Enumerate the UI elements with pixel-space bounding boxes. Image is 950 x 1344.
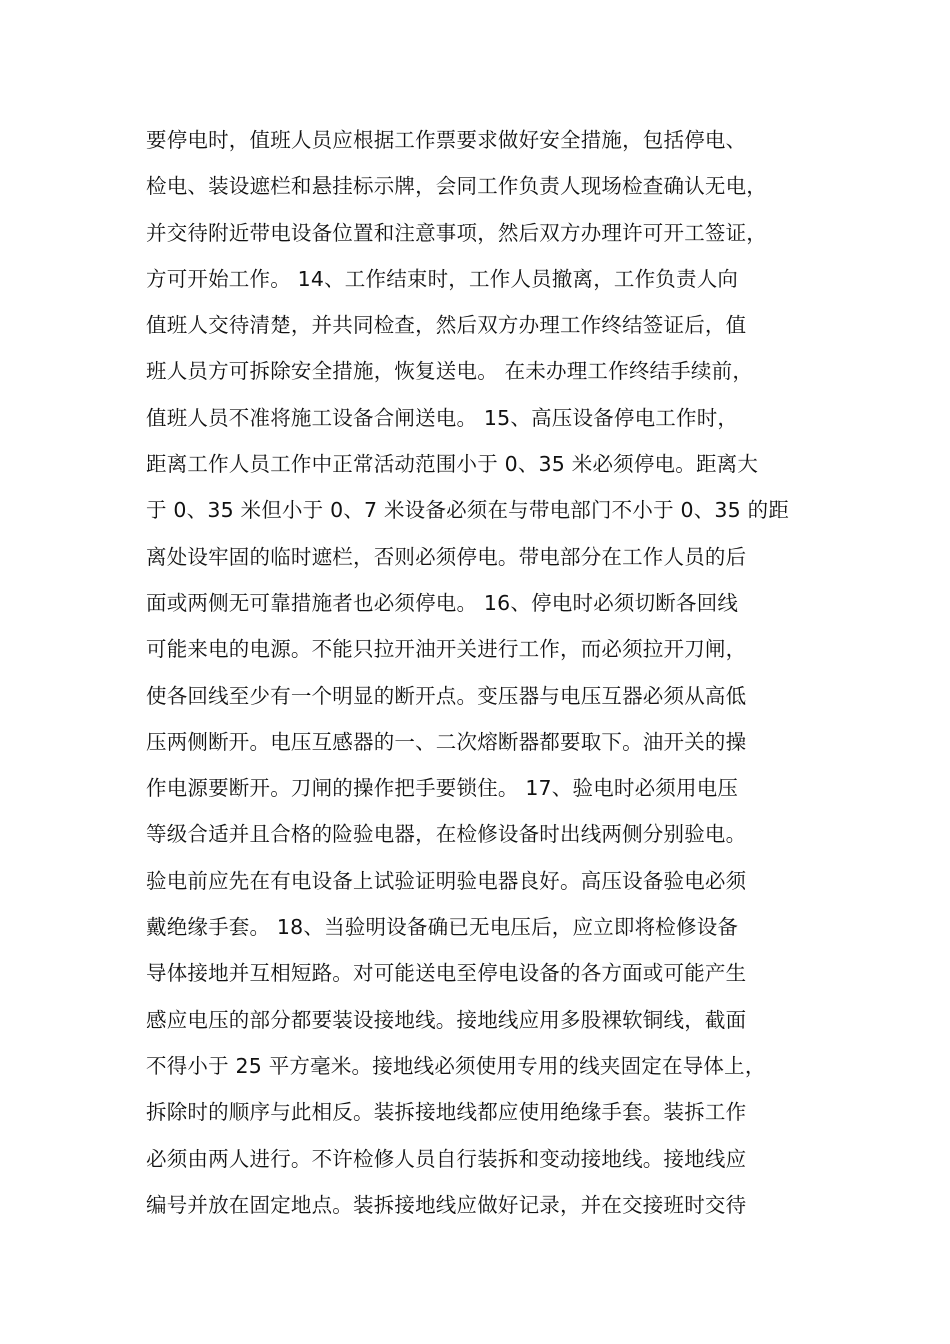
text-line: 戴绝缘手套。 18、当验明设备确已无电压后，应立即将检修设备: [146, 915, 739, 940]
text-line: 面或两侧无可靠措施者也必须停电。 16、停电时必须切断各回线: [146, 590, 739, 615]
text-line: 于 0、35 米但小于 0、7 米设备必须在与带电部门不小于 0、35 的距: [146, 498, 790, 523]
text-line: 使各回线至少有一个明显的断开点。变压器与电压互器必须从高低: [146, 683, 747, 708]
text-line: 距离工作人员工作中正常活动范围小于 0、35 米必须停电。距离大: [146, 452, 759, 477]
text-line: 验电前应先在有电设备上试验证明验电器良好。高压设备验电必须: [146, 868, 747, 893]
body-text: [146, 117, 826, 1228]
text-line: 等级合适并且合格的险验电器，在检修设备时出线两侧分别验电。: [146, 822, 747, 847]
text-line: 并交待附近带电设备位置和注意事项，然后双方办理许可开工签证，: [146, 220, 767, 245]
text-line: 必须由两人进行。不许检修人员自行装拆和变动接地线。接地线应: [146, 1146, 747, 1171]
text-line: 离处设牢固的临时遮栏，否则必须停电。带电部分在工作人员的后: [146, 544, 747, 569]
text-line: 感应电压的部分都要装设接地线。接地线应用多股裸软铜线，截面: [146, 1007, 747, 1032]
text-line: 值班人交待清楚，并共同检查，然后双方办理工作终结签证后，值: [146, 313, 747, 338]
text-line: 编号并放在固定地点。装拆接地线应做好记录，并在交接班时交待: [146, 1192, 747, 1217]
text-line: 导体接地并互相短路。对可能送电至停电设备的各方面或可能产生: [146, 961, 747, 986]
text-line: 不得小于 25 平方毫米。接地线必须使用专用的线夹固定在导体上，: [146, 1053, 766, 1078]
text-line: 压两侧断开。电压互感器的一、二次熔断器都要取下。油开关的操: [146, 729, 747, 754]
text-line: 可能来电的电源。不能只拉开油开关进行工作，而必须拉开刀闸，: [146, 637, 747, 662]
text-line: 拆除时的顺序与此相反。装拆接地线都应使用绝缘手套。装拆工作: [146, 1100, 747, 1125]
text-line: 检电、装设遮栏和悬挂标示牌，会同工作负责人现场检查确认无电，: [146, 174, 767, 199]
text-line: 方可开始工作。 14、工作结束时，工作人员撤离，工作负责人向: [146, 266, 739, 291]
text-line: 值班人员不准将施工设备合闸送电。 15、高压设备停电工作时，: [146, 405, 739, 430]
text-line: 要停电时，值班人员应根据工作票要求做好安全措施，包括停电、: [146, 128, 747, 152]
text-line: 班人员方可拆除安全措施，恢复送电。 在未办理工作终结手续前，: [146, 359, 754, 384]
text-line: 作电源要断开。刀闸的操作把手要锁住。 17、验电时必须用电压: [146, 776, 739, 801]
